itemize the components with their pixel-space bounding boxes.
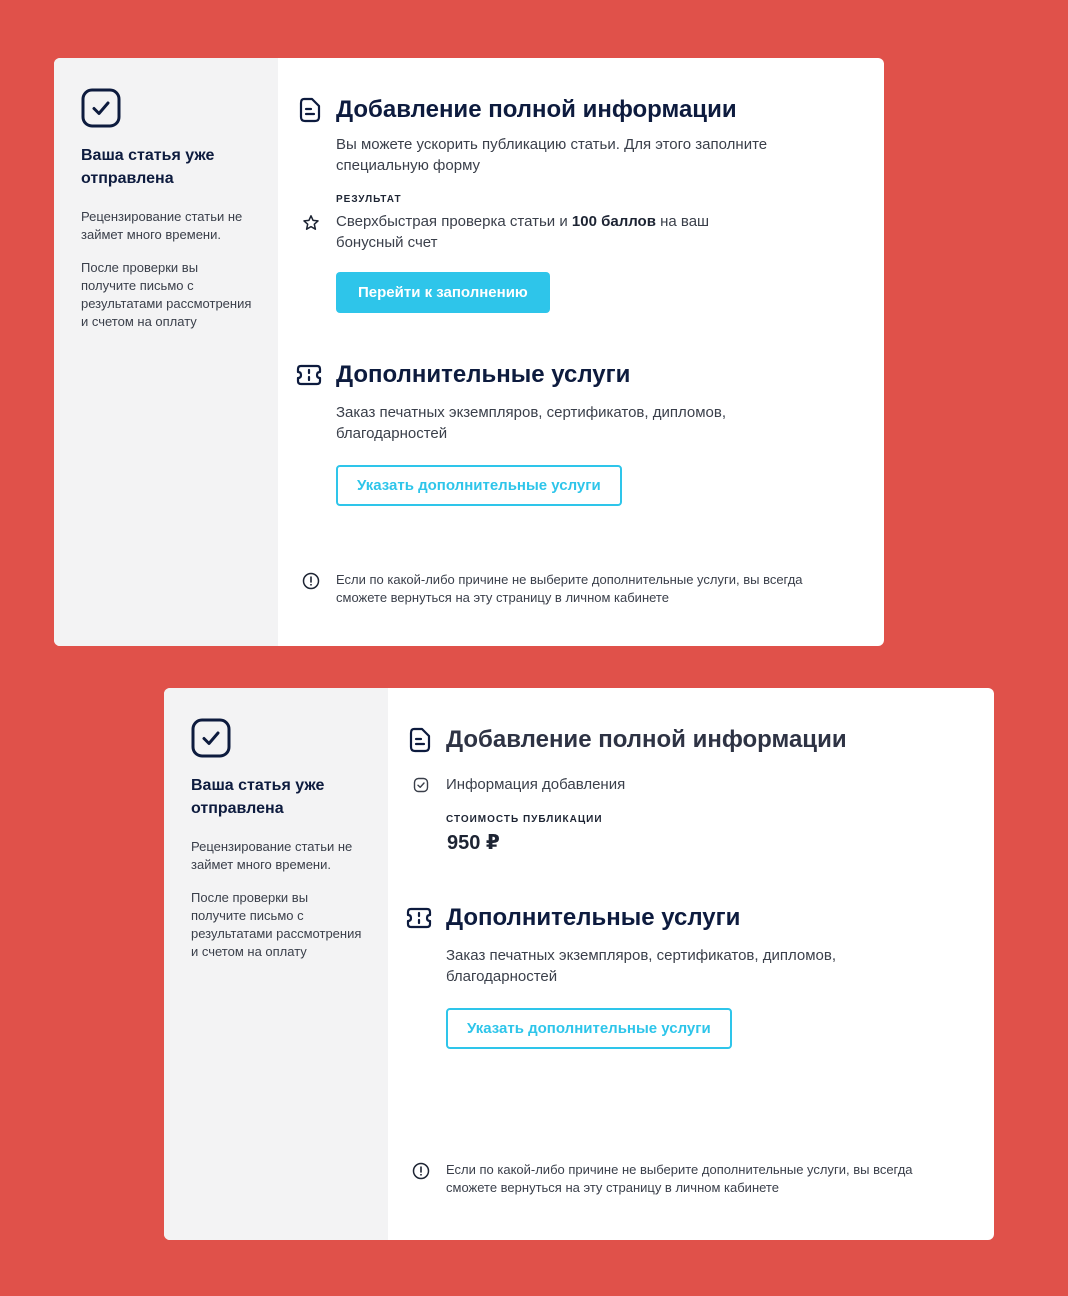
specify-services-button[interactable]: Указать дополнительные услуги <box>446 1008 732 1049</box>
bonus-points: 100 баллов <box>571 213 656 230</box>
status-sidebar <box>54 58 278 646</box>
status-sidebar <box>164 688 388 1240</box>
sidebar-after-review-text: После проверки вы получите письмо с результатами рассмотрения и счетом на оплату <box>191 890 362 959</box>
card-main <box>278 58 884 646</box>
fill-form-button[interactable]: Перейти к заполнению <box>336 272 550 313</box>
ticket-icon <box>295 361 323 389</box>
full-info-title: Добавление полной информации <box>446 726 847 753</box>
full-info-title: Добавление полной информации <box>336 96 737 123</box>
document-icon <box>406 726 434 754</box>
sidebar-after-review-text: После проверки вы получите письмо с результатами рассмотрения и счетом на оплату <box>81 260 252 329</box>
result-text: Сверхбыстрая проверка статьи и 100 баллов на ваш бонусный счет <box>336 213 710 251</box>
check-badge-icon <box>412 776 430 794</box>
star-icon <box>302 214 320 232</box>
sidebar-review-text: Рецензирование статьи не займет много времени. <box>191 839 353 872</box>
extra-services-title: Дополнительные услуги <box>446 904 741 931</box>
full-info-description: Вы можете ускорить публикацию статьи. Для этого заполните специальную форму <box>336 136 768 174</box>
specify-services-button[interactable]: Указать дополнительные услуги <box>336 465 622 506</box>
check-square-icon <box>191 718 231 758</box>
publication-price: 950 ₽ <box>447 832 500 854</box>
extra-services-description: Заказ печатных экземпляров, сертификатов, дипломов, благодарностей <box>336 404 727 442</box>
card-main <box>388 688 994 1240</box>
return-note: Если по какой-либо причине не выберите дополнительные услуги, вы всегда сможете вернуться на эту страницу в личном кабинете <box>336 572 803 605</box>
check-square-icon <box>81 88 121 128</box>
result-label: РЕЗУЛЬТАТ <box>336 194 402 205</box>
sidebar-review-text: Рецензирование статьи не займет много времени. <box>81 209 243 242</box>
alert-circle-icon <box>302 572 320 590</box>
document-icon <box>296 96 324 124</box>
extra-services-title: Дополнительные услуги <box>336 361 631 388</box>
ticket-icon <box>405 904 433 932</box>
sidebar-title: Ваша статья уже отправлена <box>81 147 215 187</box>
sidebar-title: Ваша статья уже отправлена <box>191 777 325 817</box>
extra-services-description: Заказ печатных экземпляров, сертификатов, дипломов, благодарностей <box>446 947 837 985</box>
return-note: Если по какой-либо причине не выберите дополнительные услуги, вы всегда сможете вернуться на эту страницу в личном кабинете <box>446 1162 913 1195</box>
alert-circle-icon <box>412 1162 430 1180</box>
submission-card-initial <box>54 58 884 646</box>
price-label: СТОИМОСТЬ ПУБЛИКАЦИИ <box>446 814 603 825</box>
submission-card-completed <box>164 688 994 1240</box>
info-added-status: Информация добавления <box>446 776 626 793</box>
